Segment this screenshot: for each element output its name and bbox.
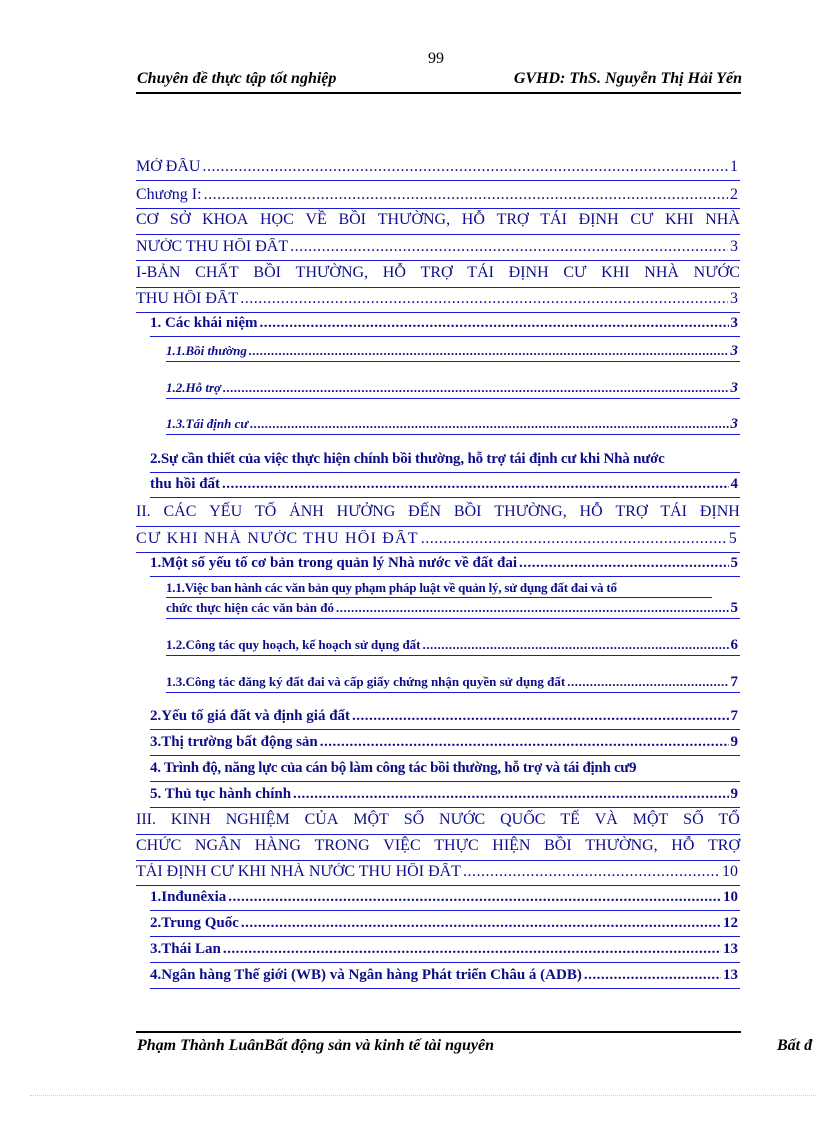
toc-page-number: 10 [723,889,738,905]
toc-word: TỐ [254,503,277,520]
toc-entry-ban-hanh-line2[interactable] [166,600,740,619]
toc-page-number: 5 [728,530,738,547]
toc-word: KHI [665,211,694,228]
footer-divider [136,1031,741,1033]
toc-word: ĐỊNH [578,211,619,228]
toc-word: III. [136,811,156,828]
toc-leader-dots [290,238,728,256]
toc-word: THƯỜNG, [494,503,567,520]
toc-entry-boi-thuong[interactable] [166,343,740,362]
toc-page-number: 2 [730,186,738,203]
toc-page-number: 3 [730,343,738,359]
toc-page-number: 3 [730,238,738,255]
toc-leader-dots [202,158,728,176]
toc-entry-gia-dat[interactable] [150,707,740,730]
toc-entry-title: 4.Ngân hàng Thế giới (WB) và Ngân hàng Phát triển Châu á (ADB) [150,967,582,983]
toc-word: HỖ [579,503,603,520]
toc-entry-title: 1.1.Việc ban hành các văn bản quy phạm pháp luật về quản lý, sử dụng đất đai và tổ [166,580,617,595]
toc-word: CHẤT [195,264,239,281]
toc-entry-title: 1.3.Tái định cư [166,416,249,431]
toc-word: SỞ [169,211,191,228]
toc-word: HỌC [259,211,294,228]
toc-word: CƯ [630,211,654,228]
toc-word: THƯỜNG, [377,211,451,228]
toc-leader-dots [204,186,728,204]
toc-entry-title: thu hồi đất [150,476,221,492]
header-divider [136,92,741,94]
toc-entry-thi-truong[interactable] [150,733,740,756]
toc-entry-mo-dau[interactable] [136,156,740,181]
toc-entry-cac-khai-niem[interactable] [150,314,740,337]
toc-word: HỖ [382,264,406,281]
toc-word: TÁI [467,264,494,281]
toc-word: NHÀ [705,211,740,228]
toc-page-number: 13 [723,941,738,957]
toc-entry-chuong-1[interactable] [136,184,740,209]
toc-word: NƯỚC [693,264,740,281]
toc-entry-title: 1. Các khái niệm [150,315,258,331]
toc-entry-title: 1.1.Bồi thường [166,343,247,358]
toc-entry-title: 4. Trình độ, năng lực của cán bộ làm công tác bồi thường, hỗ trợ và tái định cư [150,760,630,776]
toc-word: THƯỜNG, [585,837,658,854]
toc-page-number: 7 [730,674,738,690]
toc-word: ĐẾN [408,503,442,520]
toc-leader-dots [519,555,728,572]
toc-word: BỒI [453,503,482,520]
toc-word: ĐỊNH [699,503,740,520]
toc-entry-kinh-nghiem-line1[interactable] [136,808,740,835]
toc-entry-title: CƯ KHI NHÀ NƯỚC THU HỒI ĐẤT [136,530,419,547]
toc-leader-dots [223,380,728,396]
toc-word: TRỢ [420,264,453,281]
toc-leader-dots [421,530,727,548]
toc-word: BỒI [338,211,367,228]
toc-entry-cac-yeu-to-line1[interactable] [136,500,740,527]
toc-word: KINH [170,811,211,828]
toc-word: SỐ [683,811,704,828]
toc-entry-title: 2.Trung Quốc [150,915,239,931]
toc-entry-ban-chat-line1[interactable] [136,261,740,288]
toc-word: HỖ [671,837,695,854]
toc-page-number: 9 [730,786,738,802]
toc-leader-dots [352,708,728,725]
toc-leader-dots [241,915,721,932]
toc-word: VỀ [305,211,327,228]
toc-word: MỘT [353,811,389,828]
toc-word: BỒI [253,264,281,281]
toc-word: TRONG [314,837,370,854]
toc-page-number: 3 [730,416,738,432]
toc-page-number: 9 [730,734,738,750]
toc-entry-title: chức thực hiện các văn bản đó [166,600,335,615]
toc-entry-indonexia[interactable] [150,888,740,911]
footer-cut-text: Bất đ [777,1037,813,1054]
toc-entry-dang-ky[interactable] [166,674,740,693]
toc-leader-dots [336,600,728,616]
toc-entry-title: 1.2.Hỗ trợ [166,380,222,395]
toc-entry-kinh-nghiem-line3[interactable] [136,861,740,886]
toc-entry-tai-dinh-cu[interactable] [166,416,740,435]
page-number: 99 [428,50,444,67]
header-left-title: Chuyên đề thực tập tốt nghiệp [137,70,337,87]
toc-word: VÀ [594,811,618,828]
toc-word: NƯỚC [439,811,486,828]
toc-word: CƯ [563,264,587,281]
toc-word: SỐ [403,811,425,828]
toc-entry-kinh-nghiem-line2[interactable] [136,834,740,861]
toc-entry-thu-tuc[interactable] [150,785,740,808]
toc-entry-title: THU HỒI ĐẤT [136,290,239,307]
toc-word: KHI [601,264,630,281]
toc-word: CÁC [163,503,197,520]
toc-entry-co-so-line2[interactable] [136,236,740,261]
toc-page-number: 13 [723,967,738,983]
toc-entry-title: 1.2.Công tác quy hoạch, kế hoạch sử dụng đất [166,637,421,652]
toc-entry-title: 5. Thủ tục hành chính [150,786,292,802]
toc-entry-cac-yeu-to-line2[interactable] [136,528,740,553]
toc-word: TÁI [660,503,687,520]
toc-entry-title: 1.Inđunêxia [150,889,227,905]
toc-entry-title: Chương I: [136,186,202,203]
toc-entry-wb-adb[interactable] [150,966,740,989]
toc-entry-ban-chat-line2[interactable] [136,288,740,313]
toc-page-number: 7 [730,708,738,724]
toc-entry-su-can-thiet-line2[interactable] [150,475,740,498]
toc-page-number: 5 [730,600,738,616]
toc-word: NGÂN [194,837,242,854]
toc-entry-title: 2.Sự cần thiết của việc thực hiện chính bồi thường, hỗ trợ tái định cư khi Nhà nước [150,451,665,467]
toc-page-number: 1 [730,158,738,175]
toc-entry-title: NƯỚC THU HỒI ĐẤT [136,238,289,255]
toc-page-number: 5 [730,555,738,571]
toc-word: TRỢ [708,837,740,854]
toc-entry-co-so-line1[interactable] [136,208,740,235]
toc-leader-dots [222,476,728,493]
toc-entry-trung-quoc[interactable] [150,914,740,937]
toc-word: BỒI [544,837,572,854]
toc-leader-dots [260,315,729,332]
toc-word: KHOA [202,211,249,228]
toc-word: CHỨC [136,837,182,854]
toc-leader-dots [249,343,729,359]
toc-page-number: 12 [723,915,738,931]
toc-entry-thai-lan[interactable] [150,940,740,963]
toc-entry-su-can-thiet-line1[interactable] [150,450,740,473]
toc-page-number: 9 [629,760,637,776]
toc-leader-dots [463,863,720,881]
toc-word: QUỐC [500,811,546,828]
toc-word: YẾU [209,503,243,520]
toc-entry-ho-tro[interactable] [166,380,740,399]
toc-leader-dots [584,967,721,984]
toc-word: MỘT [632,811,669,828]
toc-entry-title: 3.Thái Lan [150,941,221,957]
toc-word: HỖ [461,211,485,228]
toc-word: ẢNH [289,503,324,520]
toc-leader-dots [240,290,728,308]
toc-entry-title: MỞ ĐẦU [136,158,201,175]
toc-page-number: 4 [730,476,738,492]
toc-entry-title: TÁI ĐỊNH CƯ KHI NHÀ NƯỚC THU HỒI ĐẤT [136,863,461,880]
toc-entry-title: 1.Một số yếu tố cơ bản trong quản lý Nhà nước về đất đai [150,555,518,571]
toc-entry-mot-so-yeu-to[interactable] [150,554,740,577]
toc-page-number: 3 [730,290,738,307]
toc-page-number: 3 [730,380,738,396]
toc-word: I-BẢN [136,264,181,281]
toc-word: HIỆN [492,837,531,854]
toc-leader-dots [567,674,728,690]
toc-leader-dots [320,734,729,751]
toc-page-number: 6 [730,637,738,653]
toc-leader-dots [250,416,728,432]
toc-word: HƯỞNG [336,503,396,520]
toc-word: CƠ [136,211,159,228]
toc-word: II. [136,503,151,520]
toc-word: VIỆC [383,837,421,854]
toc-word: TỔ [718,811,740,828]
toc-entry-quy-hoach[interactable] [166,637,740,656]
toc-word: TRỢ [615,503,648,520]
toc-word: TRỢ [496,211,529,228]
toc-word: NGHIỆM [225,811,290,828]
toc-word: HÀNG [254,837,301,854]
toc-entry-trinh-do[interactable] [150,759,740,782]
toc-word: TẾ [560,811,580,828]
toc-word: THỰC [434,837,479,854]
toc-word: CỦA [304,811,339,828]
toc-leader-dots [228,889,721,906]
toc-entry-ban-hanh-line1[interactable] [166,580,712,598]
header-right-supervisor: GVHD: ThS. Nguyễn Thị Hải Yến [513,70,742,87]
toc-entry-title: 2.Yếu tố giá đất và định giá đất [150,708,351,724]
toc-leader-dots [423,637,729,653]
toc-word: THƯỜNG, [295,264,369,281]
toc-page-number: 3 [730,315,738,331]
footer-author: Phạm Thành LuânBất động sản và kinh tế tài nguyên [137,1037,494,1054]
toc-page-number: 10 [722,863,738,880]
page-bottom-edge [30,1095,816,1096]
toc-word: TÁI [540,211,567,228]
toc-leader-dots [293,786,728,803]
toc-entry-title: 3.Thị trường bất động sản [150,734,318,750]
toc-entry-title: 1.3.Công tác đăng ký đất đai và cấp giấy chứng nhận quyền sử dụng đất [166,674,566,689]
toc-leader-dots [223,941,721,958]
toc-word: NHÀ [644,264,679,281]
toc-word: ĐỊNH [508,264,549,281]
